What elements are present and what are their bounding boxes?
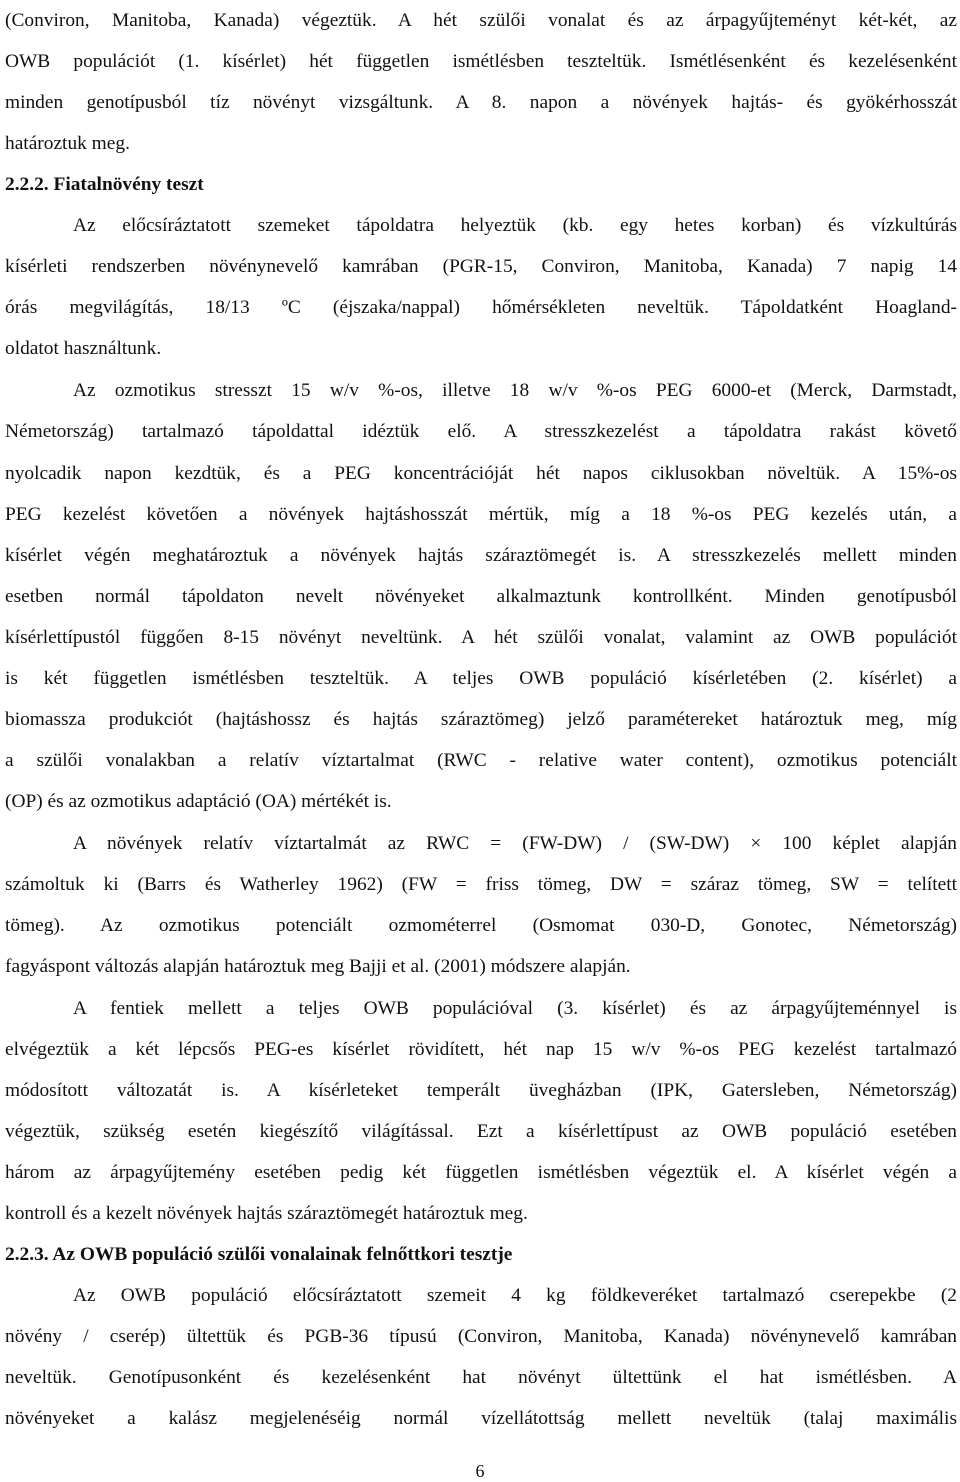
text-line: Az ozmotikus stresszt 15 w/v %-os, illetve 18 w/v %-os PEG 6000-et (Merck, Darmstadt, bbox=[73, 380, 957, 401]
section-heading: 2.2.3. Az OWB populáció szülői vonalainak felnőttkori tesztje bbox=[5, 1244, 513, 1265]
text-line: órás megvilágítás, 18/13 ºC (éjszaka/nappal) hőmérsékleten neveltük. Tápoldatként Hoagland- bbox=[5, 297, 957, 318]
text-line: határoztuk meg. bbox=[5, 133, 130, 154]
text-line: nyolcadik napon kezdtük, és a PEG koncentrációját hét napos ciklusokban növeltük. A 15%-os bbox=[5, 463, 957, 484]
text-line: is két független ismétlésben teszteltük. A teljes OWB populáció kísérletében (2. kísérlet) a bbox=[5, 668, 957, 689]
text-line: kísérlettípustól függően 8-15 növényt neveltünk. A hét szülői vonalat, valamint az OWB populációt bbox=[5, 627, 957, 648]
text-line: Az előcsíráztatott szemeket tápoldatra helyeztük (kb. egy hetes korban) és vízkultúrás bbox=[73, 215, 957, 236]
text-line: kontroll és a kezelt növények hajtás száraztömegét határoztuk meg. bbox=[5, 1203, 528, 1224]
text-line: fagyáspont változás alapján határoztuk meg Bajji et al. (2001) módszere alapján. bbox=[5, 956, 631, 977]
text-line: Az OWB populáció előcsíráztatott szemeit 4 kg földkeveréket tartalmazó cserepekbe (2 bbox=[73, 1285, 957, 1306]
text-line: végeztük, szükség esetén kiegészítő világítással. Ezt a kísérlettípust az OWB populáció esetében bbox=[5, 1121, 957, 1142]
text-line: a szülői vonalakban a relatív víztartalmat (RWC - relative water content), ozmotikus potenciált bbox=[5, 750, 957, 771]
text-line: Németország) tartalmazó tápoldattal idéztük elő. A stresszkezelést a tápoldatra rakást követő bbox=[5, 421, 957, 442]
text-line: kísérleti rendszerben növénynevelő kamrában (PGR-15, Conviron, Manitoba, Kanada) 7 napig 14 bbox=[5, 256, 957, 277]
text-line: elvégeztük a két lépcsős PEG-es kísérlet rövidített, hét nap 15 w/v %-os PEG kezelést tartalmazó bbox=[5, 1039, 957, 1060]
page-number: 6 bbox=[475, 1461, 485, 1481]
text-line: neveltük. Genotípusonként és kezelésenként hat növényt ültettünk el hat ismétlésben. A bbox=[5, 1367, 957, 1388]
text-line: esetben normál tápoldaton nevelt növényeket alkalmaztunk kontrollként. Minden genotípusból bbox=[5, 586, 957, 607]
text-line: növényeket a kalász megjelenéséig normál vízellátottság mellett neveltük (talaj maximális bbox=[5, 1408, 957, 1429]
text-line: oldatot használtunk. bbox=[5, 338, 162, 359]
text-line: A fentiek mellett a teljes OWB populációval (3. kísérlet) és az árpagyűjteménnyel is bbox=[73, 998, 957, 1019]
text-line: számoltuk ki (Barrs és Watherley 1962) (FW = friss tömeg, DW = száraz tömeg, SW = telített bbox=[5, 874, 957, 895]
text-line: A növények relatív víztartalmát az RWC = (FW-DW) / (SW-DW) × 100 képlet alapján bbox=[73, 833, 957, 854]
text-line: tömeg). Az ozmotikus potenciált ozmométerrel (Osmomat 030-D, Gonotec, Németország) bbox=[5, 915, 957, 936]
text-line: (Conviron, Manitoba, Kanada) végeztük. A hét szülői vonalat és az árpagyűjteményt két-két, az bbox=[5, 10, 957, 31]
text-line: módosított változatát is. A kísérleteket temperált üvegházban (IPK, Gatersleben, Németország) bbox=[5, 1080, 957, 1101]
text-line: OWB populációt (1. kísérlet) hét független ismétlésben teszteltük. Ismétlésenként és kezelésenként bbox=[5, 51, 957, 72]
text-line: biomassza produkciót (hajtáshossz és hajtás száraztömeg) jelző paramétereket határoztuk meg, míg bbox=[5, 709, 957, 730]
text-line: kísérlet végén meghatároztuk a növények hajtás száraztömegét is. A stresszkezelés mellett minden bbox=[5, 545, 957, 566]
text-line: minden genotípusból tíz növényt vizsgáltunk. A 8. napon a növények hajtás- és gyökérhosszát bbox=[5, 92, 957, 113]
text-line: (OP) és az ozmotikus adaptáció (OA) mértékét is. bbox=[5, 791, 392, 812]
text-line: három az árpagyűjtemény esetében pedig két független ismétlésben végeztük el. A kísérlet végén a bbox=[5, 1162, 957, 1183]
text-line: PEG kezelést követően a növények hajtáshosszát mértük, míg a 18 %-os PEG kezelés után, a bbox=[5, 504, 957, 525]
section-heading: 2.2.2. Fiatalnövény teszt bbox=[5, 174, 204, 195]
text-line: növény / cserép) ültettük és PGB-36 típusú (Conviron, Manitoba, Kanada) növénynevelő kamrában bbox=[5, 1326, 957, 1347]
